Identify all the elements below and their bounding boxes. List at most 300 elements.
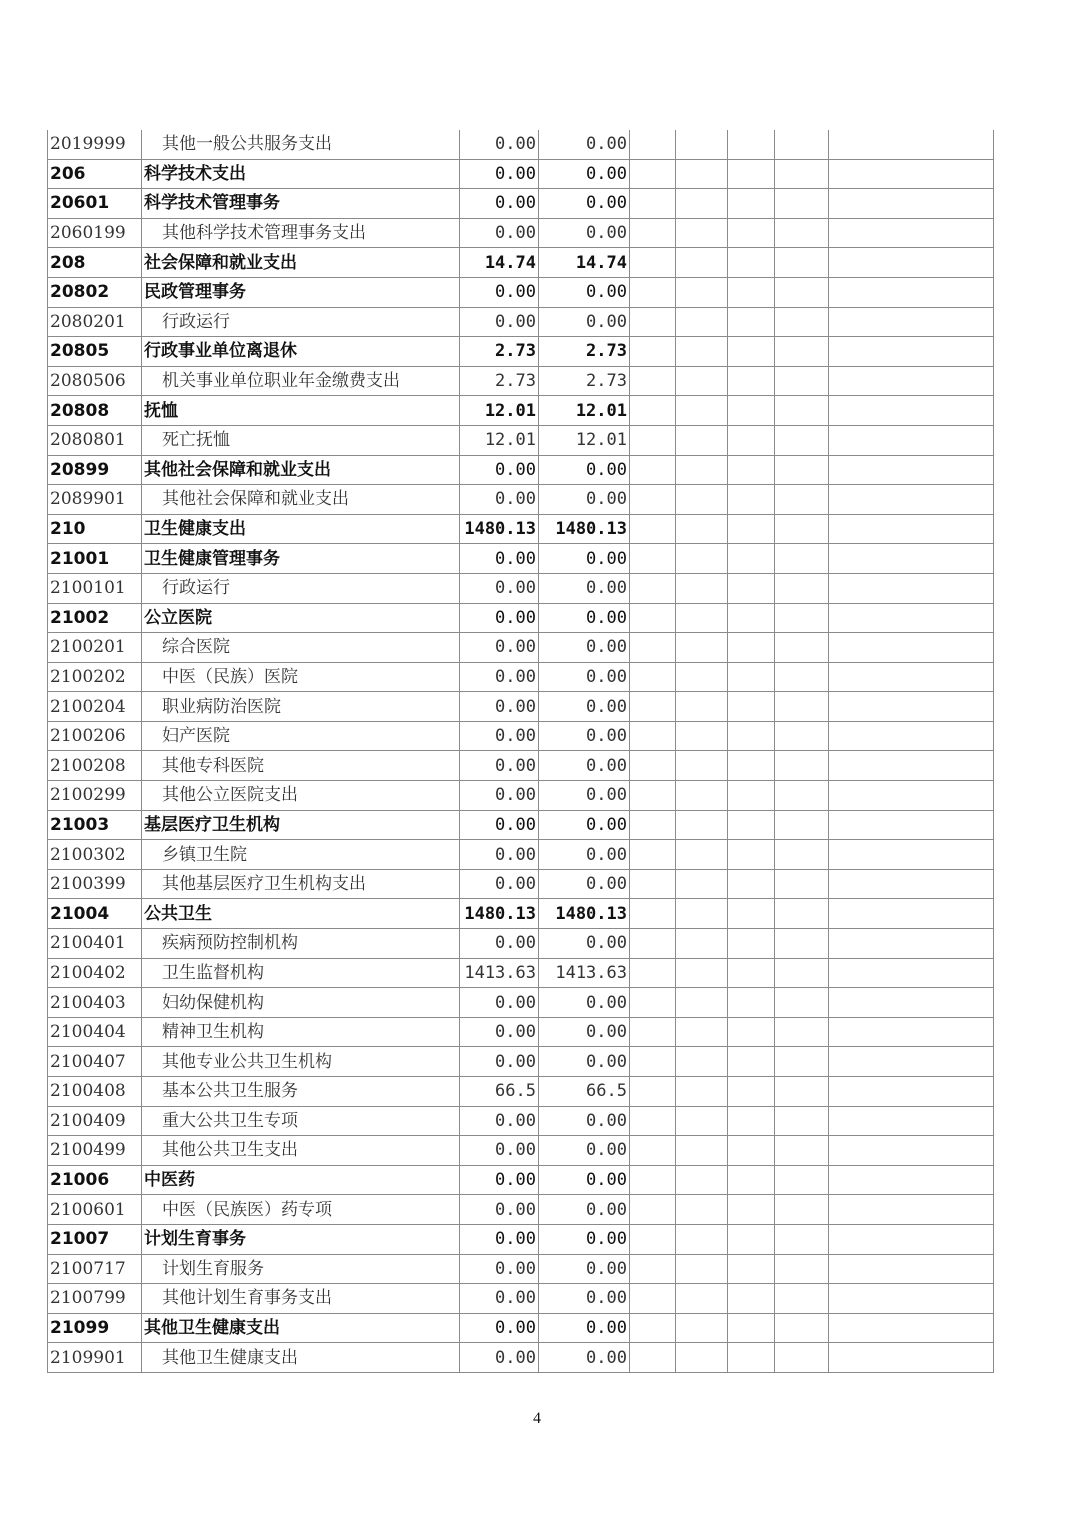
empty-cell [775,1017,829,1047]
empty-cell [676,1165,728,1195]
row-name-cell: 科学技术支出 [142,159,460,189]
table-row [48,1106,994,1136]
row-code-cell: 2100202 [48,662,142,692]
table-row [48,988,994,1018]
row-code-cell: 2100101 [48,573,142,603]
row-code-cell: 206 [48,159,142,189]
table-row [48,633,994,663]
empty-cell [676,1195,728,1225]
table-row [48,159,994,189]
row-basic-cell: 0.00 [539,929,630,959]
row-total-cell: 0.00 [460,218,539,248]
row-basic-cell: 0.00 [539,130,630,159]
empty-cell [728,455,775,485]
empty-cell [630,603,676,633]
empty-cell [728,159,775,189]
table-row [48,544,994,574]
row-code-cell: 2080201 [48,307,142,337]
row-basic-cell: 0.00 [539,1195,630,1225]
row-total-cell: 0.00 [460,1136,539,1166]
row-code-cell: 21007 [48,1224,142,1254]
row-name-cell: 其他公共卫生支出 [142,1136,460,1166]
table-row [48,337,994,367]
empty-cell [630,1047,676,1077]
row-code-cell: 2100208 [48,751,142,781]
row-total-cell: 0.00 [460,1106,539,1136]
row-basic-cell: 2.73 [539,366,630,396]
empty-cell [728,810,775,840]
row-basic-cell: 0.00 [539,544,630,574]
empty-cell [775,130,829,159]
row-code-cell: 2080506 [48,366,142,396]
row-name-cell: 其他科学技术管理事务支出 [142,218,460,248]
empty-cell [829,337,994,367]
row-code-cell: 20601 [48,189,142,219]
row-total-cell: 0.00 [460,1017,539,1047]
empty-cell [630,1136,676,1166]
row-basic-cell: 2.73 [539,337,630,367]
empty-cell [829,692,994,722]
row-total-cell: 2.73 [460,337,539,367]
empty-cell [630,1077,676,1107]
row-code-cell: 2100717 [48,1254,142,1284]
empty-cell [728,721,775,751]
empty-cell [775,869,829,899]
table-row [48,1017,994,1047]
row-code-cell: 2019999 [48,130,142,159]
row-total-cell: 0.00 [460,1284,539,1314]
empty-cell [775,988,829,1018]
row-code-cell: 2100401 [48,929,142,959]
row-total-cell: 0.00 [460,781,539,811]
empty-cell [676,633,728,663]
table-row [48,869,994,899]
row-code-cell: 21004 [48,899,142,929]
empty-cell [775,929,829,959]
empty-cell [630,514,676,544]
row-basic-cell: 0.00 [539,840,630,870]
empty-cell [728,1077,775,1107]
empty-cell [829,1195,994,1225]
row-code-cell: 2100204 [48,692,142,722]
empty-cell [829,929,994,959]
empty-cell [676,781,728,811]
empty-cell [829,840,994,870]
row-basic-cell: 0.00 [539,810,630,840]
empty-cell [676,248,728,278]
empty-cell [630,662,676,692]
row-total-cell: 0.00 [460,1224,539,1254]
row-total-cell: 0.00 [460,929,539,959]
empty-cell [775,1313,829,1343]
empty-cell [775,662,829,692]
empty-cell [775,1077,829,1107]
empty-cell [630,1165,676,1195]
empty-cell [676,159,728,189]
row-name-cell: 妇产医院 [142,721,460,751]
empty-cell [630,1343,676,1373]
empty-cell [775,899,829,929]
empty-cell [630,307,676,337]
empty-cell [775,810,829,840]
table-row [48,277,994,307]
table-row [48,810,994,840]
table-row [48,455,994,485]
row-name-cell: 计划生育事务 [142,1224,460,1254]
row-name-cell: 其他计划生育事务支出 [142,1284,460,1314]
empty-cell [728,929,775,959]
empty-cell [829,633,994,663]
row-name-cell: 其他一般公共服务支出 [142,130,460,159]
empty-cell [775,1047,829,1077]
row-basic-cell: 0.00 [539,721,630,751]
empty-cell [775,159,829,189]
row-code-cell: 21099 [48,1313,142,1343]
row-total-cell: 0.00 [460,1047,539,1077]
row-code-cell: 2060199 [48,218,142,248]
row-total-cell: 0.00 [460,633,539,663]
row-basic-cell: 0.00 [539,988,630,1018]
row-total-cell: 0.00 [460,573,539,603]
empty-cell [775,248,829,278]
empty-cell [630,633,676,663]
empty-cell [630,1224,676,1254]
empty-cell [676,603,728,633]
row-code-cell: 2100299 [48,781,142,811]
empty-cell [775,425,829,455]
row-total-cell: 14.74 [460,248,539,278]
row-basic-cell: 0.00 [539,1343,630,1373]
row-name-cell: 乡镇卫生院 [142,840,460,870]
empty-cell [775,485,829,515]
row-code-cell: 20808 [48,396,142,426]
row-total-cell: 0.00 [460,485,539,515]
row-total-cell: 0.00 [460,603,539,633]
table-row [48,899,994,929]
empty-cell [829,189,994,219]
row-name-cell: 基层医疗卫生机构 [142,810,460,840]
empty-cell [630,988,676,1018]
row-name-cell: 机关事业单位职业年金缴费支出 [142,366,460,396]
empty-cell [728,337,775,367]
empty-cell [829,366,994,396]
empty-cell [728,1195,775,1225]
empty-cell [829,1343,994,1373]
empty-cell [775,396,829,426]
row-basic-cell: 0.00 [539,218,630,248]
row-total-cell: 66.5 [460,1077,539,1107]
empty-cell [728,248,775,278]
empty-cell [630,337,676,367]
empty-cell [829,1047,994,1077]
row-code-cell: 2100302 [48,840,142,870]
empty-cell [829,1106,994,1136]
table-row [48,1195,994,1225]
table-row [48,485,994,515]
empty-cell [775,1284,829,1314]
empty-cell [676,810,728,840]
empty-cell [775,307,829,337]
empty-cell [829,1077,994,1107]
empty-cell [728,1136,775,1166]
empty-cell [676,396,728,426]
empty-cell [829,396,994,426]
empty-cell [829,1017,994,1047]
empty-cell [630,840,676,870]
empty-cell [829,1165,994,1195]
table-row [48,1284,994,1314]
empty-cell [728,1254,775,1284]
budget-table-body [48,130,994,1372]
row-basic-cell: 1413.63 [539,958,630,988]
empty-cell [775,781,829,811]
table-row [48,929,994,959]
row-basic-cell: 0.00 [539,662,630,692]
empty-cell [728,633,775,663]
empty-cell [728,840,775,870]
row-name-cell: 卫生健康支出 [142,514,460,544]
empty-cell [829,988,994,1018]
row-total-cell: 0.00 [460,159,539,189]
row-code-cell: 21002 [48,603,142,633]
row-total-cell: 1480.13 [460,899,539,929]
empty-cell [775,1195,829,1225]
row-total-cell: 0.00 [460,1254,539,1284]
row-basic-cell: 0.00 [539,307,630,337]
empty-cell [630,277,676,307]
empty-cell [728,277,775,307]
row-name-cell: 计划生育服务 [142,1254,460,1284]
empty-cell [775,633,829,663]
empty-cell [630,1106,676,1136]
row-total-cell: 0.00 [460,988,539,1018]
empty-cell [630,1195,676,1225]
row-name-cell: 卫生健康管理事务 [142,544,460,574]
row-name-cell: 其他卫生健康支出 [142,1313,460,1343]
table-row [48,425,994,455]
row-total-cell: 0.00 [460,1343,539,1373]
empty-cell [829,425,994,455]
table-row [48,1254,994,1284]
row-basic-cell: 0.00 [539,692,630,722]
empty-cell [728,218,775,248]
row-basic-cell: 12.01 [539,425,630,455]
row-basic-cell: 0.00 [539,189,630,219]
empty-cell [676,958,728,988]
empty-cell [775,1343,829,1373]
row-name-cell: 科学技术管理事务 [142,189,460,219]
row-total-cell: 0.00 [460,1313,539,1343]
table-row [48,248,994,278]
empty-cell [676,751,728,781]
empty-cell [829,307,994,337]
row-code-cell: 210 [48,514,142,544]
empty-cell [630,869,676,899]
empty-cell [728,958,775,988]
row-total-cell: 0.00 [460,869,539,899]
row-total-cell: 0.00 [460,810,539,840]
table-row [48,366,994,396]
row-code-cell: 2100408 [48,1077,142,1107]
empty-cell [676,189,728,219]
empty-cell [775,218,829,248]
row-code-cell: 2100499 [48,1136,142,1166]
table-row [48,1224,994,1254]
empty-cell [630,544,676,574]
empty-cell [630,929,676,959]
empty-cell [728,366,775,396]
row-name-cell: 其他专科医院 [142,751,460,781]
empty-cell [829,455,994,485]
empty-cell [829,958,994,988]
empty-cell [630,485,676,515]
empty-cell [676,929,728,959]
empty-cell [775,337,829,367]
row-code-cell: 21001 [48,544,142,574]
empty-cell [676,485,728,515]
row-code-cell: 20802 [48,277,142,307]
row-basic-cell: 14.74 [539,248,630,278]
row-code-cell: 2100404 [48,1017,142,1047]
empty-cell [728,544,775,574]
empty-cell [630,781,676,811]
row-total-cell: 0.00 [460,1195,539,1225]
row-basic-cell: 0.00 [539,751,630,781]
row-total-cell: 0.00 [460,751,539,781]
row-basic-cell: 0.00 [539,1165,630,1195]
row-total-cell: 0.00 [460,662,539,692]
table-row [48,751,994,781]
empty-cell [775,1254,829,1284]
empty-cell [676,840,728,870]
empty-cell [676,1136,728,1166]
row-basic-cell: 12.01 [539,396,630,426]
empty-cell [829,781,994,811]
row-basic-cell: 0.00 [539,781,630,811]
row-name-cell: 妇幼保健机构 [142,988,460,1018]
empty-cell [775,189,829,219]
empty-cell [630,425,676,455]
empty-cell [775,1165,829,1195]
empty-cell [775,958,829,988]
row-name-cell: 公共卫生 [142,899,460,929]
empty-cell [829,159,994,189]
table-row [48,1136,994,1166]
row-name-cell: 中医（民族）医院 [142,662,460,692]
empty-cell [829,277,994,307]
empty-cell [728,1047,775,1077]
empty-cell [728,988,775,1018]
empty-cell [630,366,676,396]
empty-cell [829,248,994,278]
empty-cell [676,721,728,751]
empty-cell [676,544,728,574]
row-code-cell: 2080801 [48,425,142,455]
row-total-cell: 0.00 [460,544,539,574]
row-total-cell: 0.00 [460,1165,539,1195]
empty-cell [630,1017,676,1047]
empty-cell [630,159,676,189]
row-name-cell: 精神卫生机构 [142,1017,460,1047]
row-basic-cell: 0.00 [539,1106,630,1136]
empty-cell [829,485,994,515]
row-total-cell: 2.73 [460,366,539,396]
row-total-cell: 0.00 [460,455,539,485]
empty-cell [676,366,728,396]
row-code-cell: 2089901 [48,485,142,515]
empty-cell [728,869,775,899]
empty-cell [676,1224,728,1254]
row-code-cell: 2100399 [48,869,142,899]
empty-cell [829,721,994,751]
empty-cell [676,425,728,455]
empty-cell [775,366,829,396]
row-name-cell: 抚恤 [142,396,460,426]
row-basic-cell: 0.00 [539,633,630,663]
empty-cell [775,573,829,603]
table-row [48,781,994,811]
row-name-cell: 其他公立医院支出 [142,781,460,811]
empty-cell [676,337,728,367]
empty-cell [630,721,676,751]
empty-cell [630,899,676,929]
row-name-cell: 综合医院 [142,633,460,663]
empty-cell [728,189,775,219]
row-name-cell: 中医药 [142,1165,460,1195]
row-total-cell: 0.00 [460,692,539,722]
row-code-cell: 2109901 [48,1343,142,1373]
row-name-cell: 卫生监督机构 [142,958,460,988]
row-code-cell: 21006 [48,1165,142,1195]
row-name-cell: 行政运行 [142,307,460,337]
row-basic-cell: 0.00 [539,277,630,307]
empty-cell [630,189,676,219]
empty-cell [775,1224,829,1254]
row-name-cell: 行政运行 [142,573,460,603]
row-basic-cell: 1480.13 [539,899,630,929]
row-name-cell: 其他社会保障和就业支出 [142,455,460,485]
row-code-cell: 2100799 [48,1284,142,1314]
row-total-cell: 12.01 [460,396,539,426]
row-name-cell: 死亡抚恤 [142,425,460,455]
row-name-cell: 其他卫生健康支出 [142,1343,460,1373]
empty-cell [728,396,775,426]
row-basic-cell: 0.00 [539,603,630,633]
empty-cell [728,1165,775,1195]
empty-cell [829,899,994,929]
empty-cell [829,662,994,692]
empty-cell [775,1106,829,1136]
row-name-cell: 其他专业公共卫生机构 [142,1047,460,1077]
row-code-cell: 2100601 [48,1195,142,1225]
empty-cell [676,692,728,722]
empty-cell [728,662,775,692]
row-basic-cell: 0.00 [539,1017,630,1047]
empty-cell [728,485,775,515]
table-row [48,218,994,248]
empty-cell [775,692,829,722]
empty-cell [728,514,775,544]
empty-cell [676,1343,728,1373]
empty-cell [775,455,829,485]
empty-cell [775,1136,829,1166]
row-basic-cell: 66.5 [539,1077,630,1107]
row-total-cell: 0.00 [460,307,539,337]
empty-cell [829,603,994,633]
row-total-cell: 0.00 [460,840,539,870]
table-row [48,514,994,544]
empty-cell [829,1136,994,1166]
